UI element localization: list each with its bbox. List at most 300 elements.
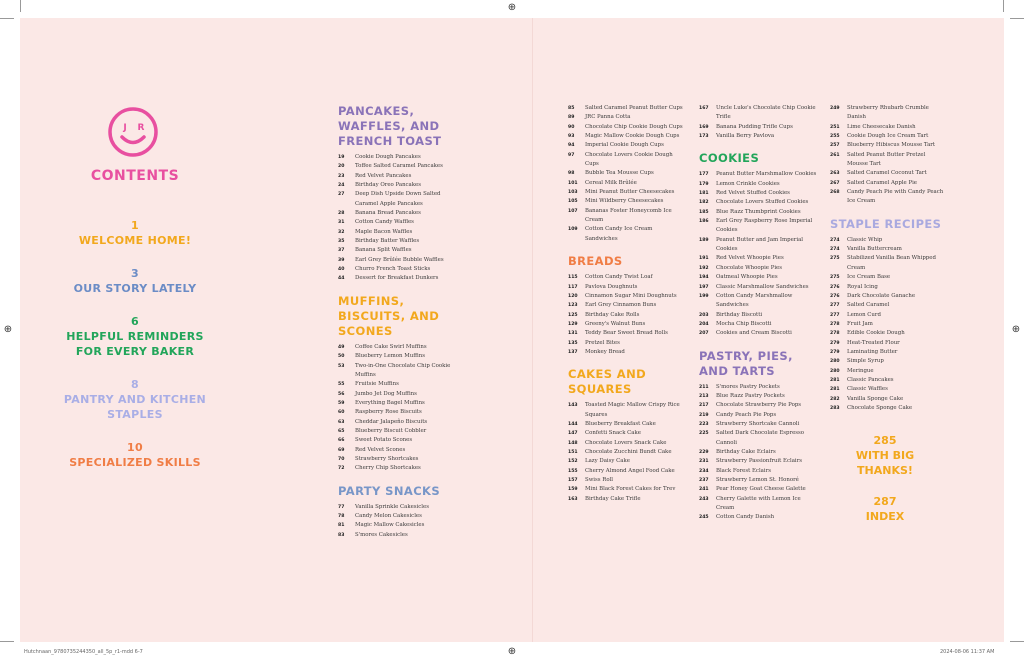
entry-page-number: 173 — [699, 134, 709, 140]
contents-section-1 — [60, 266, 210, 296]
entry-title: Mini Black Forest Cakes for Trev — [585, 486, 676, 493]
entry-page-number: 237 — [699, 478, 709, 483]
logo-letter-r: R — [137, 123, 145, 133]
toc-entry — [699, 448, 819, 457]
entry-page-number: 143 — [568, 403, 578, 409]
toc-entry — [699, 189, 819, 198]
entry-title: Classic Marshmallow Sandwiches — [716, 283, 809, 290]
entry-page-number: 182 — [699, 200, 709, 206]
entry-page-number: 97 — [568, 152, 575, 158]
entry-page-number: 217 — [699, 403, 709, 409]
entry-page-number: 94 — [568, 143, 575, 149]
toc-entry — [568, 197, 683, 206]
section-page-number: 8 — [131, 378, 139, 391]
entry-page-number: 120 — [568, 293, 578, 299]
toc-section — [338, 294, 458, 484]
entry-page-number: 105 — [568, 199, 578, 205]
entry-title: Earl Grey Raspberry Rose Imperial Cookies — [716, 218, 813, 234]
contents-heading: CONTENTS — [90, 168, 180, 184]
entry-page-number: 23 — [338, 173, 345, 179]
entry-page-number: 63 — [338, 419, 345, 425]
entry-page-number: 129 — [568, 321, 578, 327]
entry-title: Banana Split Waffles — [355, 247, 412, 254]
entry-title: Blueberry Biscuit Cobbler — [355, 427, 427, 434]
entry-page-number: 152 — [568, 459, 578, 465]
entry-title: Candy Peach Pie with Candy Peach Ice Cream — [847, 189, 944, 205]
entry-page-number: 135 — [568, 340, 578, 346]
entry-title: Churro French Toast Sticks — [355, 266, 431, 273]
toc-entry — [338, 265, 458, 274]
end-section-page-number: 287 — [873, 495, 897, 508]
contents-section-4 — [60, 440, 210, 470]
toc-entry — [338, 531, 458, 540]
registration-mark-right: ⊕ — [1011, 324, 1021, 335]
entry-page-number: 147 — [568, 431, 578, 437]
entry-title: Earl Grey Cinnamon Buns — [585, 302, 657, 309]
entry-title: Blueberry Breakfast Cake — [585, 420, 656, 427]
toc-entry — [568, 132, 683, 141]
entry-title: Cotton Candy Danish — [716, 514, 775, 521]
entry-title: Pavlova Doughnuts — [585, 283, 638, 290]
slug-left: Hutchnaan_9780735244350_all_5p_r1-mdd 6-7 — [24, 649, 143, 655]
entry-title: Edible Cookie Dough — [847, 330, 905, 337]
entry-page-number: 144 — [568, 421, 578, 427]
toc-entry — [568, 339, 683, 348]
toc-entry — [830, 188, 945, 207]
entry-page-number: 137 — [568, 349, 578, 355]
toc-entry — [830, 151, 945, 170]
section-page-number: 1 — [131, 219, 139, 232]
entry-title: Ice Cream Base — [847, 274, 891, 281]
toc-entry — [338, 390, 458, 399]
crop-mark — [0, 18, 14, 19]
entry-title: Dessert for Breakfast Dunkers — [355, 275, 439, 282]
entry-page-number: 148 — [568, 440, 578, 446]
toc-entry — [338, 162, 458, 171]
toc-entry — [338, 399, 458, 408]
entry-page-number: 44 — [338, 276, 345, 282]
toc-entry — [568, 113, 683, 122]
entry-title: Red Velvet Scones — [355, 446, 406, 453]
toc-entry — [699, 236, 819, 255]
entry-title: Banana Bread Pancakes — [355, 210, 421, 217]
toc-entry — [699, 264, 819, 273]
section-label: HELPFUL REMINDERS FOR EVERY BAKER — [66, 330, 204, 358]
toc-entry — [830, 404, 945, 413]
entry-page-number: 65 — [338, 428, 345, 434]
toc-entry — [830, 385, 945, 394]
toc-entry — [568, 169, 683, 178]
section-title: BREADS — [568, 254, 623, 269]
entry-page-number: 151 — [568, 449, 578, 455]
entry-title: Cinnamon Sugar Mini Doughnuts — [585, 292, 677, 299]
toc-entry — [830, 357, 945, 366]
entry-title: Pretzel Bites — [585, 339, 620, 346]
toc-entry — [568, 429, 683, 438]
entry-title: Toasted Magic Mallow Crispy Rice Squares — [585, 402, 680, 418]
entry-page-number: 103 — [568, 190, 578, 196]
entry-page-number: 155 — [568, 468, 578, 474]
toc-entry — [699, 132, 819, 141]
toc-entry — [338, 246, 458, 255]
toc-entry — [699, 254, 819, 263]
end-section-page-number: 285 — [873, 434, 897, 447]
entry-title: Everything Bagel Muffins — [355, 399, 425, 406]
toc-entry — [830, 329, 945, 338]
toc-entry — [568, 348, 683, 357]
toc-entry — [699, 457, 819, 466]
toc-entry — [699, 495, 819, 514]
section-page-number: 6 — [131, 315, 139, 328]
toc-entry — [699, 123, 819, 132]
entry-title: Lazy Daisy Cake — [585, 458, 630, 465]
entry-page-number: 257 — [830, 143, 840, 149]
entry-title: Birthday Batter Waffles — [355, 238, 420, 245]
toc-entry — [699, 513, 819, 522]
toc-section — [338, 484, 458, 540]
entry-page-number: 31 — [338, 220, 345, 226]
entry-page-number: 98 — [568, 171, 575, 177]
entry-page-number: 24 — [338, 183, 345, 189]
entry-page-number: 107 — [568, 208, 578, 214]
entry-title: Red Velvet Pancakes — [355, 172, 412, 179]
entry-page-number: 251 — [830, 124, 840, 130]
entry-page-number: 199 — [699, 293, 709, 299]
entry-title: Dark Chocolate Ganache — [847, 292, 916, 299]
toc-entry — [568, 495, 683, 504]
toc-entry — [568, 420, 683, 429]
toc-entry — [830, 141, 945, 150]
registration-mark-left: ⊕ — [3, 324, 13, 335]
entry-title: Cherry Almond Angel Food Cake — [585, 467, 675, 474]
contents-section-2 — [60, 314, 210, 359]
toc-entry — [830, 301, 945, 310]
end-sections — [830, 433, 940, 540]
toc-entry — [338, 218, 458, 227]
toc-entry — [830, 273, 945, 282]
toc-entry — [699, 383, 819, 392]
entry-page-number: 66 — [338, 438, 345, 444]
toc-section — [568, 254, 683, 367]
entry-page-number: 131 — [568, 331, 578, 337]
entry-title: Banana Pudding Trifle Cups — [716, 123, 793, 130]
entry-title: Fruit Jam — [847, 320, 873, 327]
entry-page-number: 192 — [699, 265, 709, 271]
entry-page-number: 225 — [699, 431, 709, 437]
toc-entry — [699, 401, 819, 410]
contents-section-0 — [60, 218, 210, 248]
section-title: CAKES AND SQUARES — [568, 367, 647, 397]
entry-title: Birthday Oreo Pancakes — [355, 182, 421, 189]
entry-page-number: 203 — [699, 312, 709, 318]
logo-letter-j: J — [123, 123, 127, 133]
toc-entry — [568, 273, 683, 282]
entry-title: Blueberry Hibiscus Mousse Tart — [847, 142, 936, 149]
toc-entry — [568, 225, 683, 244]
entry-title: Candy Melon Cakesicles — [355, 512, 422, 519]
entry-title: Simple Syrup — [847, 358, 884, 365]
entry-page-number: 207 — [699, 331, 709, 337]
section-title: MUFFINS, BISCUITS, AND SCONES — [338, 293, 440, 338]
toc-entry — [568, 448, 683, 457]
toc-entry — [338, 181, 458, 190]
toc-entry — [699, 104, 819, 123]
toc-entry — [699, 485, 819, 494]
entry-title: Peanut Butter Marshmallow Cookies — [716, 171, 817, 178]
toc-entry — [830, 367, 945, 376]
entry-page-number: 93 — [568, 134, 575, 140]
toc-entry — [338, 256, 458, 265]
entry-title: Peanut Butter and Jam Imperial Cookies — [716, 236, 804, 253]
crop-mark — [20, 0, 21, 12]
entry-page-number: 194 — [699, 275, 709, 281]
toc-entry — [568, 467, 683, 476]
section-page-number: 10 — [127, 441, 143, 454]
entry-title: Mini Peanut Butter Cheesecakes — [585, 189, 675, 196]
entry-page-number: 72 — [338, 466, 345, 472]
entry-title: Greeny's Walnut Buns — [585, 320, 646, 327]
entry-page-number: 69 — [338, 447, 345, 453]
toc-entry — [830, 104, 945, 123]
entry-title: Birthday Cake Rolls — [585, 311, 640, 318]
toc-entry — [338, 228, 458, 237]
entry-title: Blue Razz Thumbprint Cookies — [716, 208, 801, 215]
entry-title: Classic Waffles — [847, 386, 888, 393]
entry-page-number: 179 — [699, 181, 709, 187]
entry-title: Classic Whip — [847, 236, 883, 243]
entry-title: Cookie Dough Pancakes — [355, 154, 421, 160]
toc-entry — [338, 408, 458, 417]
toc-entry — [699, 283, 819, 292]
toc-entry — [338, 455, 458, 464]
toc-entry — [830, 339, 945, 348]
entry-title: Strawberry Passionfruit Eclairs — [716, 458, 802, 465]
entry-title: Pear Honey Goat Cheese Galette — [716, 486, 806, 493]
entry-title: Salted Caramel Apple Pie — [847, 179, 917, 186]
entry-page-number: 268 — [830, 190, 840, 196]
entry-title: JRC Panna Cotta — [585, 114, 631, 121]
toc-entry — [568, 301, 683, 310]
toc-entry — [338, 172, 458, 181]
toc-entry — [568, 476, 683, 485]
entry-title: Monkey Bread — [585, 348, 625, 355]
toc-entry — [338, 380, 458, 389]
entry-title: Cookies and Cream Biscotti — [716, 330, 792, 337]
entry-page-number: 234 — [699, 468, 709, 474]
toc-entry — [338, 512, 458, 521]
entry-title: Vanilla Sprinkle Cakesicles — [355, 503, 429, 510]
entry-page-number: 267 — [830, 180, 840, 186]
toc-entry — [830, 179, 945, 188]
entry-page-number: 223 — [699, 421, 709, 427]
toc-entry — [568, 141, 683, 150]
entry-title: Chocolate Lovers Snack Cake — [585, 439, 667, 446]
toc-entry — [830, 292, 945, 301]
entry-title: Maple Bacon Waffles — [355, 228, 413, 235]
toc-entry — [830, 348, 945, 357]
entry-page-number: 274 — [830, 237, 840, 243]
toc-entry — [699, 320, 819, 329]
toc-section — [699, 104, 819, 151]
entry-page-number: 40 — [338, 267, 345, 273]
entry-title: Strawberry Shortcake Cannoli — [716, 420, 800, 427]
toc-entry — [568, 457, 683, 466]
toc-entry — [699, 420, 819, 429]
entry-title: Cheddar Jalapeño Biscuits — [355, 418, 428, 425]
entry-page-number: 219 — [699, 412, 709, 418]
entry-title: Black Forest Eclairs — [716, 467, 771, 474]
toc-column-1 — [338, 104, 458, 540]
entry-page-number: 213 — [699, 393, 709, 399]
toc-entry — [830, 311, 945, 320]
entry-title: Strawberry Lemon St. Honoré — [716, 477, 799, 483]
entry-title: Birthday Cake Eclairs — [716, 448, 776, 455]
entry-title: Mini Wildberry Cheesecakes — [585, 198, 664, 205]
entry-page-number: 59 — [338, 400, 345, 406]
entry-title: Chocolate Lovers Cookie Dough Cups — [585, 151, 673, 168]
entry-title: Stabilized Vanilla Bean Whipped Cream — [847, 255, 936, 271]
toc-entry — [568, 207, 683, 226]
toc-entry — [338, 343, 458, 352]
entry-title: Strawberry Shortcakes — [355, 455, 419, 462]
crop-mark — [1003, 0, 1004, 12]
entry-page-number: 115 — [568, 275, 578, 281]
toc-entry — [830, 320, 945, 329]
entry-page-number: 283 — [830, 405, 840, 411]
entry-title: Strawberry Rhubarb Crumble Danish — [847, 105, 929, 121]
entry-title: Two-in-One Chocolate Chip Cookie Muffins — [355, 362, 451, 378]
entry-title: Blueberry Lemon Muffins — [355, 353, 425, 360]
entry-title: Blue Razz Pastry Pockets — [716, 392, 785, 399]
entry-page-number: 278 — [830, 321, 840, 327]
entry-page-number: 280 — [830, 368, 840, 374]
entry-title: Salted Caramel Peanut Butter Cups — [585, 105, 683, 111]
toc-column-4 — [830, 104, 945, 413]
left-section-list — [60, 218, 210, 470]
entry-title: S'mores Cakesicles — [355, 531, 408, 538]
section-title: PARTY SNACKS — [338, 483, 441, 498]
entry-page-number: 281 — [830, 377, 840, 383]
toc-entry — [338, 362, 458, 381]
toc-entry — [699, 180, 819, 189]
entry-title: Deep Dish Upside Down Salted Caramel Apple Pancakes — [355, 191, 441, 207]
section-label: WELCOME HOME! — [78, 234, 192, 247]
entry-page-number: 101 — [568, 180, 578, 186]
entry-page-number: 249 — [830, 106, 840, 111]
entry-title: Bananas Foster Honeycomb Ice Cream — [585, 207, 672, 224]
entry-page-number: 255 — [830, 134, 840, 140]
end-section-label: WITH BIG THANKS! — [855, 449, 915, 477]
entry-page-number: 261 — [830, 152, 840, 158]
entry-title: Birthday Biscotti — [716, 311, 763, 318]
entry-title: Jumbo Jet Dog Muffins — [355, 390, 417, 397]
end-section-1 — [830, 494, 940, 524]
entry-title: Cotton Candy Marshmallow Sandwiches — [716, 292, 793, 309]
toc-entry — [830, 376, 945, 385]
entry-title: Salted Peanut Butter Pretzel Mousse Tart — [847, 151, 926, 168]
entry-page-number: 229 — [699, 449, 709, 455]
toc-entry — [699, 217, 819, 236]
toc-entry — [568, 485, 683, 494]
crop-mark — [0, 641, 14, 642]
entry-title: Earl Grey Brûlée Bubble Waffles — [355, 256, 444, 263]
entry-title: Bubble Tea Mousse Cups — [585, 170, 654, 177]
entry-page-number: 263 — [830, 171, 840, 177]
toc-section — [699, 349, 819, 523]
entry-title: Lemon Crinkle Cookies — [716, 180, 780, 187]
entry-title: Coffee Cake Swirl Muffins — [355, 343, 427, 350]
entry-title: Chocolate Zucchini Bundt Cake — [585, 448, 672, 455]
toc-entry — [568, 104, 683, 113]
left-contents — [60, 168, 210, 488]
entry-page-number: 19 — [338, 155, 345, 160]
entry-page-number: 77 — [338, 504, 345, 510]
entry-page-number: 55 — [338, 382, 345, 388]
toc-entry — [338, 427, 458, 436]
entry-page-number: 123 — [568, 303, 578, 309]
entry-page-number: 125 — [568, 312, 578, 318]
entry-page-number: 274 — [830, 247, 840, 253]
entry-page-number: 169 — [699, 124, 709, 130]
entry-title: Salted Dark Chocolate Espresso Cannoli — [716, 430, 805, 446]
toc-entry — [338, 352, 458, 361]
entry-page-number: 204 — [699, 321, 709, 327]
entry-title: Meringue — [847, 367, 874, 374]
entry-page-number: 279 — [830, 349, 840, 355]
toc-entry — [568, 329, 683, 338]
entry-title: Magic Mallow Cookie Dough Cups — [585, 133, 680, 140]
entry-title: Cherry Galette with Lemon Ice Cream — [716, 495, 801, 512]
entry-title: Mocha Chip Biscotti — [716, 320, 772, 327]
toc-entry — [568, 311, 683, 320]
entry-title: Candy Peach Pie Pops — [716, 411, 777, 418]
entry-page-number: 32 — [338, 229, 345, 235]
entry-page-number: 181 — [699, 191, 709, 197]
entry-title: Confetti Snack Cake — [585, 430, 641, 437]
toc-entry — [830, 123, 945, 132]
entry-page-number: 157 — [568, 478, 578, 483]
toc-entry — [568, 188, 683, 197]
section-title: COOKIES — [699, 151, 760, 166]
entry-title: Vanilla Sponge Cake — [847, 395, 904, 402]
entry-page-number: 186 — [699, 219, 709, 225]
toc-entry — [568, 151, 683, 170]
entry-title: Chocolate Chip Cookie Dough Cups — [585, 123, 683, 130]
entry-title: Cotton Candy Ice Cream Sandwiches — [585, 226, 653, 242]
toc-entry — [338, 418, 458, 427]
toc-entry — [338, 274, 458, 283]
entry-title: Lime Cheesecake Danish — [847, 123, 916, 130]
entry-page-number: 189 — [699, 237, 709, 243]
toc-entry — [338, 209, 458, 218]
gutter — [532, 18, 533, 642]
toc-entry — [699, 292, 819, 311]
entry-title: Cherry Chip Shortcakes — [355, 465, 421, 472]
entry-page-number: 231 — [699, 459, 709, 465]
entry-page-number: 281 — [830, 387, 840, 393]
entry-title: Cookie Dough Ice Cream Tart — [847, 133, 929, 140]
toc-entry — [568, 283, 683, 292]
entry-page-number: 117 — [568, 284, 578, 290]
entry-page-number: 83 — [338, 532, 345, 538]
entry-page-number: 56 — [338, 391, 345, 397]
entry-title: Chocolate Whoopie Pies — [716, 264, 783, 271]
toc-entry — [338, 237, 458, 246]
toc-section — [830, 217, 945, 414]
toc-entry — [338, 503, 458, 512]
entry-page-number: 78 — [338, 513, 345, 519]
entry-title: Magic Mallow Cakesicles — [355, 522, 425, 529]
